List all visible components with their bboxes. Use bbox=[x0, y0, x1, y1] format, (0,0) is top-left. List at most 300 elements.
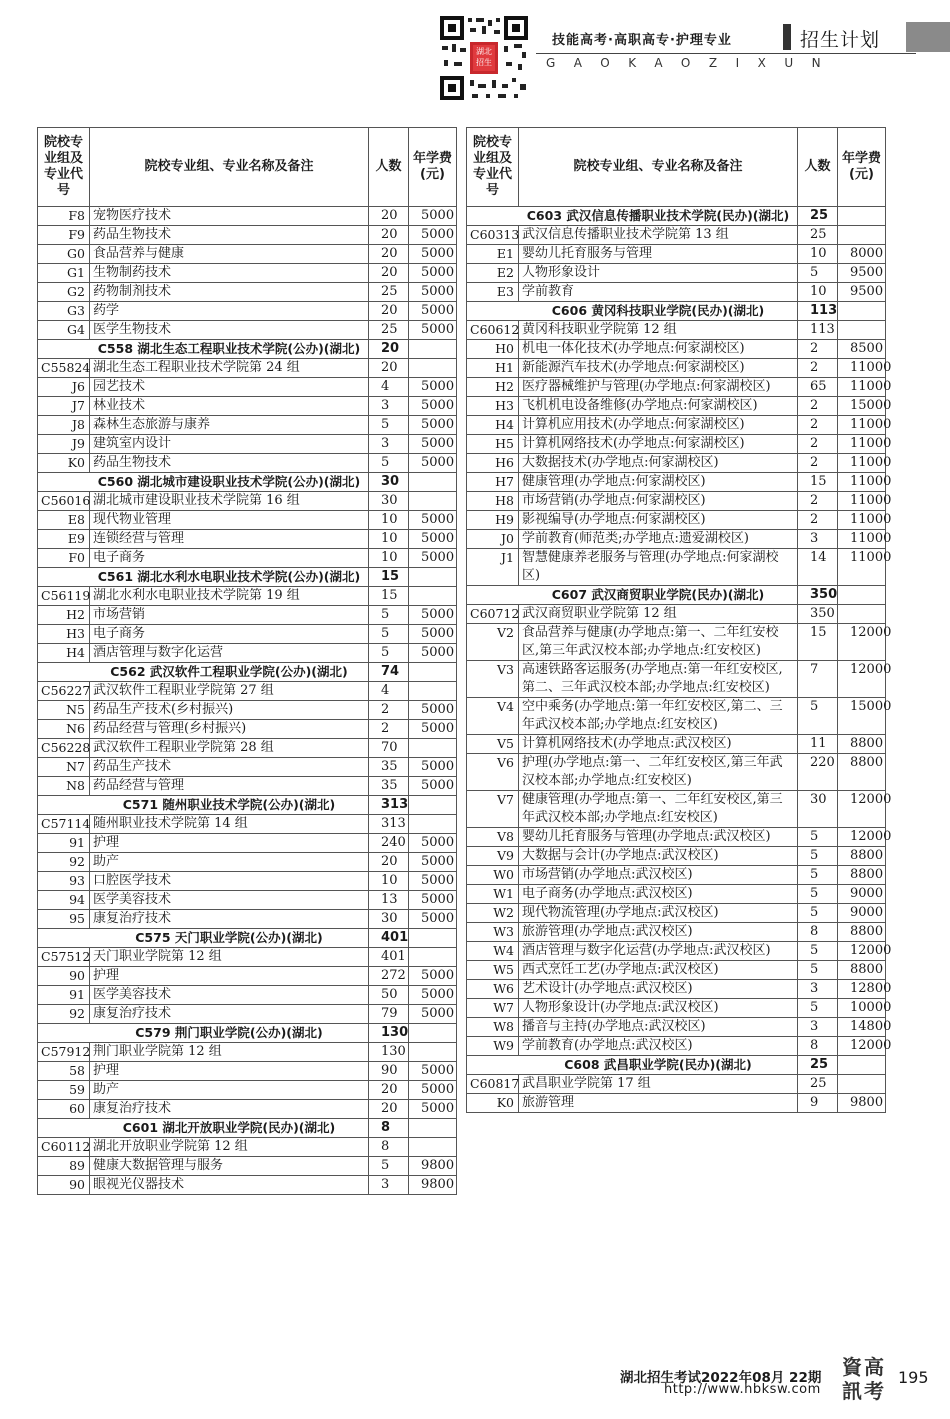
cell-code: H0 bbox=[467, 340, 519, 359]
table-row bbox=[38, 283, 457, 302]
cell-code bbox=[38, 340, 90, 359]
cell-name: 武汉信息传播职业技术学院第 13 组 bbox=[519, 226, 798, 245]
cell-fee: 5000 bbox=[409, 245, 457, 264]
cell-code: W9 bbox=[467, 1037, 519, 1056]
cell-count: 10 bbox=[798, 245, 838, 264]
cell-fee: 11000 bbox=[838, 473, 886, 492]
cell-fee: 11000 bbox=[838, 454, 886, 473]
cell-count: 20 bbox=[369, 302, 409, 321]
cell-count: 25 bbox=[798, 1075, 838, 1094]
cell-name: 湖北城市建设职业技术学院第 16 组 bbox=[90, 492, 369, 511]
cell-fee: 5000 bbox=[409, 378, 457, 397]
cell-code: G1 bbox=[38, 264, 90, 283]
cell-code: V9 bbox=[467, 847, 519, 866]
admission-table-right bbox=[466, 127, 892, 1113]
cell-fee: 11000 bbox=[838, 378, 886, 397]
cell-name: 武汉软件工程职业学院第 27 组 bbox=[90, 682, 369, 701]
table-body-right bbox=[467, 207, 892, 1113]
table-row bbox=[467, 264, 886, 283]
cell-fee: 5000 bbox=[409, 511, 457, 530]
cell-code: W3 bbox=[467, 923, 519, 942]
table-row bbox=[467, 847, 886, 866]
table-row bbox=[38, 1138, 457, 1157]
cell-count: 113 bbox=[798, 321, 838, 340]
cell-code: W6 bbox=[467, 980, 519, 999]
cell-code: 91 bbox=[38, 986, 90, 1005]
cell-count: 2 bbox=[798, 435, 838, 454]
cell-code: 91 bbox=[38, 834, 90, 853]
cell-fee: 9800 bbox=[409, 1176, 457, 1195]
cell-code: E8 bbox=[38, 511, 90, 530]
cell-count: 10 bbox=[369, 872, 409, 891]
cell-name: 高速铁路客运服务(办学地点:第一年红安校区,第二、三年武汉校本部;办学地点:红安校区) bbox=[519, 661, 798, 698]
cell-count: 20 bbox=[369, 264, 409, 283]
table-row bbox=[467, 624, 886, 661]
cell-code: 92 bbox=[38, 853, 90, 872]
cell-count: 2 bbox=[798, 511, 838, 530]
cell-name: 人物形象设计 bbox=[519, 264, 798, 283]
cell-count: 10 bbox=[369, 511, 409, 530]
cell-count: 5 bbox=[798, 698, 838, 735]
table-row bbox=[467, 1094, 886, 1113]
cell-count: 25 bbox=[369, 321, 409, 340]
cell-name: 婴幼儿托育服务与管理(办学地点:武汉校区) bbox=[519, 828, 798, 847]
cell-count: 313 bbox=[369, 796, 409, 815]
cell-name: C607 武汉商贸职业学院(民办)(湖北) bbox=[519, 586, 798, 605]
cell-count: 20 bbox=[369, 1100, 409, 1119]
table-row bbox=[38, 948, 457, 967]
cell-name: 大数据与会计(办学地点:武汉校区) bbox=[519, 847, 798, 866]
cell-name: 药物制剂技术 bbox=[90, 283, 369, 302]
cell-fee: 8500 bbox=[838, 340, 886, 359]
table-row bbox=[467, 661, 886, 698]
cell-count: 401 bbox=[369, 948, 409, 967]
table-body-left bbox=[38, 207, 457, 1195]
cell-fee: 9500 bbox=[838, 264, 886, 283]
cell-name: 林业技术 bbox=[90, 397, 369, 416]
cell-count: 5 bbox=[798, 847, 838, 866]
table-row bbox=[467, 866, 886, 885]
cell-name: 飞机机电设备维修(办学地点:何家湖校区) bbox=[519, 397, 798, 416]
cell-name: 湖北水利水电职业技术学院第 19 组 bbox=[90, 587, 369, 606]
cell-name: 影视编导(办学地点:何家湖校区) bbox=[519, 511, 798, 530]
cell-code: F9 bbox=[38, 226, 90, 245]
school-group-row bbox=[467, 302, 886, 321]
cell-count: 5 bbox=[369, 606, 409, 625]
cell-count: 20 bbox=[369, 359, 409, 378]
cell-name: 药品生物技术 bbox=[90, 454, 369, 473]
cell-code: N8 bbox=[38, 777, 90, 796]
cell-fee: 11000 bbox=[838, 549, 886, 586]
table-row bbox=[38, 245, 457, 264]
cell-name: C575 天门职业学院(公办)(湖北) bbox=[90, 929, 369, 948]
cell-code: V8 bbox=[467, 828, 519, 847]
cell-fee: 5000 bbox=[409, 264, 457, 283]
cell-fee: 11000 bbox=[838, 416, 886, 435]
logo-char: 訊 bbox=[842, 1379, 862, 1403]
cell-count: 8 bbox=[798, 923, 838, 942]
cell-code bbox=[38, 568, 90, 587]
cell-fee: 9800 bbox=[409, 1157, 457, 1176]
cell-code: N5 bbox=[38, 701, 90, 720]
table-row bbox=[38, 587, 457, 606]
cell-fee: 5000 bbox=[409, 758, 457, 777]
cell-fee bbox=[838, 605, 886, 624]
cell-code: G0 bbox=[38, 245, 90, 264]
cell-name: 药学 bbox=[90, 302, 369, 321]
cell-count: 5 bbox=[369, 1157, 409, 1176]
cell-code: 94 bbox=[38, 891, 90, 910]
cell-count: 240 bbox=[369, 834, 409, 853]
cell-code: H2 bbox=[467, 378, 519, 397]
cell-fee: 5000 bbox=[409, 321, 457, 340]
footer-issue: 湖北招生考试2022年08月 22期 bbox=[620, 1370, 822, 1386]
cell-name: 口腔医学技术 bbox=[90, 872, 369, 891]
cell-fee bbox=[409, 1043, 457, 1062]
cell-count: 3 bbox=[798, 530, 838, 549]
table-row bbox=[38, 1081, 457, 1100]
cell-name: 武汉商贸职业学院第 12 组 bbox=[519, 605, 798, 624]
cell-fee: 14800 bbox=[838, 1018, 886, 1037]
cell-code: W5 bbox=[467, 961, 519, 980]
cell-fee: 5000 bbox=[409, 397, 457, 416]
cell-code: V7 bbox=[467, 791, 519, 828]
cell-code: H2 bbox=[38, 606, 90, 625]
cell-code: C60712 bbox=[467, 605, 519, 624]
cell-code bbox=[38, 663, 90, 682]
cell-count: 5 bbox=[798, 961, 838, 980]
table-row bbox=[38, 891, 457, 910]
cell-code: C60612 bbox=[467, 321, 519, 340]
cell-name: 医学美容技术 bbox=[90, 986, 369, 1005]
cell-code: H4 bbox=[38, 644, 90, 663]
cell-code bbox=[467, 302, 519, 321]
cell-count: 2 bbox=[369, 701, 409, 720]
cell-name: 连锁经营与管理 bbox=[90, 530, 369, 549]
table-row bbox=[38, 530, 457, 549]
cell-fee: 5000 bbox=[409, 435, 457, 454]
table-row bbox=[467, 435, 886, 454]
table-row bbox=[467, 980, 886, 999]
cell-name: 食品营养与健康 bbox=[90, 245, 369, 264]
cell-name: 医学生物技术 bbox=[90, 321, 369, 340]
cell-code: V2 bbox=[467, 624, 519, 661]
cell-name: 建筑室内设计 bbox=[90, 435, 369, 454]
cell-code: V5 bbox=[467, 735, 519, 754]
cell-code: H6 bbox=[467, 454, 519, 473]
cell-name: 武汉软件工程职业学院第 28 组 bbox=[90, 739, 369, 758]
table-row bbox=[467, 923, 886, 942]
cell-count: 3 bbox=[798, 980, 838, 999]
cell-name: C601 湖北开放职业学院(民办)(湖北) bbox=[90, 1119, 369, 1138]
cell-code: H3 bbox=[38, 625, 90, 644]
cell-name: C571 随州职业技术学院(公办)(湖北) bbox=[90, 796, 369, 815]
cell-count: 9 bbox=[798, 1094, 838, 1113]
cell-fee bbox=[409, 1119, 457, 1138]
cell-fee: 9000 bbox=[838, 885, 886, 904]
cell-code: W1 bbox=[467, 885, 519, 904]
cell-count: 20 bbox=[369, 1081, 409, 1100]
table-row bbox=[38, 872, 457, 891]
cell-name: 天门职业学院第 12 组 bbox=[90, 948, 369, 967]
cell-code: K0 bbox=[38, 454, 90, 473]
header-code: 院校专业组及专业代号 bbox=[38, 128, 90, 207]
table-row bbox=[38, 853, 457, 872]
table-row bbox=[38, 701, 457, 720]
cell-fee bbox=[409, 739, 457, 758]
table-row bbox=[467, 359, 886, 378]
cell-name: C606 黄冈科技职业学院(民办)(湖北) bbox=[519, 302, 798, 321]
table-row bbox=[38, 720, 457, 739]
footer-logo bbox=[842, 1356, 892, 1406]
table-row bbox=[467, 828, 886, 847]
cell-name: 药品经营与管理(乡村振兴) bbox=[90, 720, 369, 739]
cell-name: 西式烹饪工艺(办学地点:武汉校区) bbox=[519, 961, 798, 980]
cell-name: C558 湖北生态工程职业技术学院(公办)(湖北) bbox=[90, 340, 369, 359]
cell-count: 130 bbox=[369, 1043, 409, 1062]
table-row bbox=[467, 549, 886, 586]
table-row bbox=[38, 378, 457, 397]
cell-count: 5 bbox=[369, 644, 409, 663]
cell-name: 健康管理(办学地点:第一、二年红安校区,第三年武汉校本部;办学地点:红安校区) bbox=[519, 791, 798, 828]
cell-fee: 5000 bbox=[409, 720, 457, 739]
school-group-row bbox=[467, 207, 886, 226]
table-row bbox=[467, 321, 886, 340]
table-row bbox=[38, 511, 457, 530]
cell-fee: 8800 bbox=[838, 866, 886, 885]
cell-code: C56227 bbox=[38, 682, 90, 701]
table-row bbox=[467, 698, 886, 735]
cell-count: 3 bbox=[369, 435, 409, 454]
header-fee: 年学费(元) bbox=[409, 128, 457, 207]
cell-fee bbox=[409, 587, 457, 606]
cell-code: C56119 bbox=[38, 587, 90, 606]
cell-code bbox=[38, 929, 90, 948]
cell-code: V4 bbox=[467, 698, 519, 735]
cell-count: 5 bbox=[369, 416, 409, 435]
cell-name: 人物形象设计(办学地点:武汉校区) bbox=[519, 999, 798, 1018]
cell-name: 湖北开放职业学院第 12 组 bbox=[90, 1138, 369, 1157]
table-row bbox=[38, 435, 457, 454]
cell-count: 5 bbox=[798, 999, 838, 1018]
cell-fee: 5000 bbox=[409, 701, 457, 720]
cell-name: 湖北生态工程职业技术学院第 24 组 bbox=[90, 359, 369, 378]
cell-fee bbox=[409, 815, 457, 834]
table-row bbox=[38, 606, 457, 625]
cell-count: 2 bbox=[798, 492, 838, 511]
cell-fee: 15000 bbox=[838, 698, 886, 735]
cell-name: 护理(办学地点:第一、二年红安校区,第三年武汉校本部;办学地点:红安校区) bbox=[519, 754, 798, 791]
table-row bbox=[38, 644, 457, 663]
cell-code: F0 bbox=[38, 549, 90, 568]
cell-count: 90 bbox=[369, 1062, 409, 1081]
cell-code: C57512 bbox=[38, 948, 90, 967]
cell-fee: 5000 bbox=[409, 1081, 457, 1100]
cell-code: 93 bbox=[38, 872, 90, 891]
header-accent-bar bbox=[783, 24, 791, 50]
cell-fee: 5000 bbox=[409, 416, 457, 435]
table-row bbox=[467, 340, 886, 359]
cell-count: 10 bbox=[798, 283, 838, 302]
cell-code: G3 bbox=[38, 302, 90, 321]
cell-name: 学前教育(师范类;办学地点:遗爱湖校区) bbox=[519, 530, 798, 549]
table-row bbox=[38, 910, 457, 929]
cell-name: 电子商务 bbox=[90, 549, 369, 568]
footer-url[interactable]: http://www.hbksw.com bbox=[664, 1382, 821, 1397]
cell-count: 35 bbox=[369, 758, 409, 777]
cell-name: 眼视光仪器技术 bbox=[90, 1176, 369, 1195]
cell-name: 护理 bbox=[90, 834, 369, 853]
cell-code: 92 bbox=[38, 1005, 90, 1024]
cell-code: 58 bbox=[38, 1062, 90, 1081]
cell-fee: 9800 bbox=[838, 1094, 886, 1113]
cell-count: 50 bbox=[369, 986, 409, 1005]
cell-fee bbox=[838, 226, 886, 245]
cell-name: 生物制药技术 bbox=[90, 264, 369, 283]
cell-fee bbox=[409, 796, 457, 815]
cell-code: C60313 bbox=[467, 226, 519, 245]
cell-count: 14 bbox=[798, 549, 838, 586]
header-count: 人数 bbox=[798, 128, 838, 207]
table-row bbox=[38, 1176, 457, 1195]
cell-name: 酒店管理与数字化运营 bbox=[90, 644, 369, 663]
school-group-row bbox=[38, 1119, 457, 1138]
cell-fee: 12000 bbox=[838, 1037, 886, 1056]
cell-name: 电子商务 bbox=[90, 625, 369, 644]
cell-fee bbox=[838, 1075, 886, 1094]
header-name: 院校专业组、专业名称及备注 bbox=[90, 128, 369, 207]
cell-fee: 5000 bbox=[409, 853, 457, 872]
cell-code: C55824 bbox=[38, 359, 90, 378]
cell-name: 机电一体化技术(办学地点:何家湖校区) bbox=[519, 340, 798, 359]
header-title: 招生计划 bbox=[800, 29, 881, 51]
cell-name: 康复治疗技术 bbox=[90, 910, 369, 929]
school-group-row bbox=[38, 473, 457, 492]
table-row bbox=[38, 226, 457, 245]
cell-fee: 9000 bbox=[838, 904, 886, 923]
cell-name: 旅游管理 bbox=[519, 1094, 798, 1113]
cell-name: 随州职业技术学院第 14 组 bbox=[90, 815, 369, 834]
cell-code: G4 bbox=[38, 321, 90, 340]
cell-fee: 5000 bbox=[409, 967, 457, 986]
table-row bbox=[467, 735, 886, 754]
cell-fee: 11000 bbox=[838, 359, 886, 378]
cell-code: J7 bbox=[38, 397, 90, 416]
cell-fee: 5000 bbox=[409, 834, 457, 853]
cell-code: J6 bbox=[38, 378, 90, 397]
table-row bbox=[38, 492, 457, 511]
header-latin-text: GAOKAOZIXUN bbox=[546, 56, 840, 70]
cell-name: C603 武汉信息传播职业技术学院(民办)(湖北) bbox=[519, 207, 798, 226]
cell-fee: 5000 bbox=[409, 891, 457, 910]
cell-name: 健康管理(办学地点:何家湖校区) bbox=[519, 473, 798, 492]
cell-code: 59 bbox=[38, 1081, 90, 1100]
cell-name: 医学美容技术 bbox=[90, 891, 369, 910]
cell-code: F8 bbox=[38, 207, 90, 226]
logo-char: 資 bbox=[842, 1355, 862, 1379]
cell-fee bbox=[409, 1138, 457, 1157]
cell-name: 健康大数据管理与服务 bbox=[90, 1157, 369, 1176]
table-row bbox=[38, 986, 457, 1005]
header-fee: 年学费(元) bbox=[838, 128, 886, 207]
cell-code bbox=[467, 1056, 519, 1075]
table-row bbox=[38, 682, 457, 701]
cell-fee bbox=[409, 682, 457, 701]
cell-fee: 12000 bbox=[838, 942, 886, 961]
cell-code: W7 bbox=[467, 999, 519, 1018]
cell-count: 130 bbox=[369, 1024, 409, 1043]
header-divider bbox=[536, 53, 916, 54]
table-row bbox=[467, 378, 886, 397]
cell-code: 90 bbox=[38, 967, 90, 986]
cell-name: 护理 bbox=[90, 1062, 369, 1081]
cell-name: 现代物业管理 bbox=[90, 511, 369, 530]
cell-fee: 5000 bbox=[409, 625, 457, 644]
table-row bbox=[467, 492, 886, 511]
table-row bbox=[38, 815, 457, 834]
table-row bbox=[38, 416, 457, 435]
cell-fee: 5000 bbox=[409, 986, 457, 1005]
cell-fee: 5000 bbox=[409, 302, 457, 321]
cell-count: 401 bbox=[369, 929, 409, 948]
cell-code bbox=[38, 1119, 90, 1138]
cell-count: 3 bbox=[798, 1018, 838, 1037]
cell-name: 新能源汽车技术(办学地点:何家湖校区) bbox=[519, 359, 798, 378]
table-row bbox=[467, 397, 886, 416]
header-count: 人数 bbox=[369, 128, 409, 207]
table-header-row bbox=[467, 128, 886, 207]
cell-count: 13 bbox=[369, 891, 409, 910]
cell-name: 护理 bbox=[90, 967, 369, 986]
cell-count: 350 bbox=[798, 605, 838, 624]
header-name: 院校专业组、专业名称及备注 bbox=[519, 128, 798, 207]
cell-count: 4 bbox=[369, 378, 409, 397]
cell-count: 5 bbox=[798, 866, 838, 885]
cell-fee: 11000 bbox=[838, 492, 886, 511]
cell-fee bbox=[409, 948, 457, 967]
cell-code: G2 bbox=[38, 283, 90, 302]
cell-code: 90 bbox=[38, 1176, 90, 1195]
table-row bbox=[467, 1075, 886, 1094]
cell-code: H1 bbox=[467, 359, 519, 378]
cell-count: 35 bbox=[369, 777, 409, 796]
table-row bbox=[38, 549, 457, 568]
cell-count: 2 bbox=[369, 720, 409, 739]
cell-count: 30 bbox=[798, 791, 838, 828]
cell-fee bbox=[409, 929, 457, 948]
cell-code bbox=[38, 796, 90, 815]
cell-count: 5 bbox=[798, 828, 838, 847]
cell-name: 学前教育 bbox=[519, 283, 798, 302]
table-row bbox=[467, 226, 886, 245]
cell-name: 酒店管理与数字化运营(办学地点:武汉校区) bbox=[519, 942, 798, 961]
cell-fee: 5000 bbox=[409, 910, 457, 929]
table-row bbox=[467, 511, 886, 530]
cell-fee: 5000 bbox=[409, 207, 457, 226]
cell-fee: 5000 bbox=[409, 283, 457, 302]
cell-name: 旅游管理(办学地点:武汉校区) bbox=[519, 923, 798, 942]
cell-count: 2 bbox=[798, 397, 838, 416]
table-row bbox=[38, 1100, 457, 1119]
qr-badge-text: 湖北 招生 bbox=[476, 47, 492, 67]
table-row bbox=[38, 739, 457, 758]
school-group-row bbox=[467, 586, 886, 605]
header-subtitle: 技能高考·高职高专·护理专业 bbox=[552, 33, 732, 48]
cell-code: H5 bbox=[467, 435, 519, 454]
cell-fee: 12000 bbox=[838, 828, 886, 847]
cell-fee: 5000 bbox=[409, 777, 457, 796]
cell-count: 272 bbox=[369, 967, 409, 986]
